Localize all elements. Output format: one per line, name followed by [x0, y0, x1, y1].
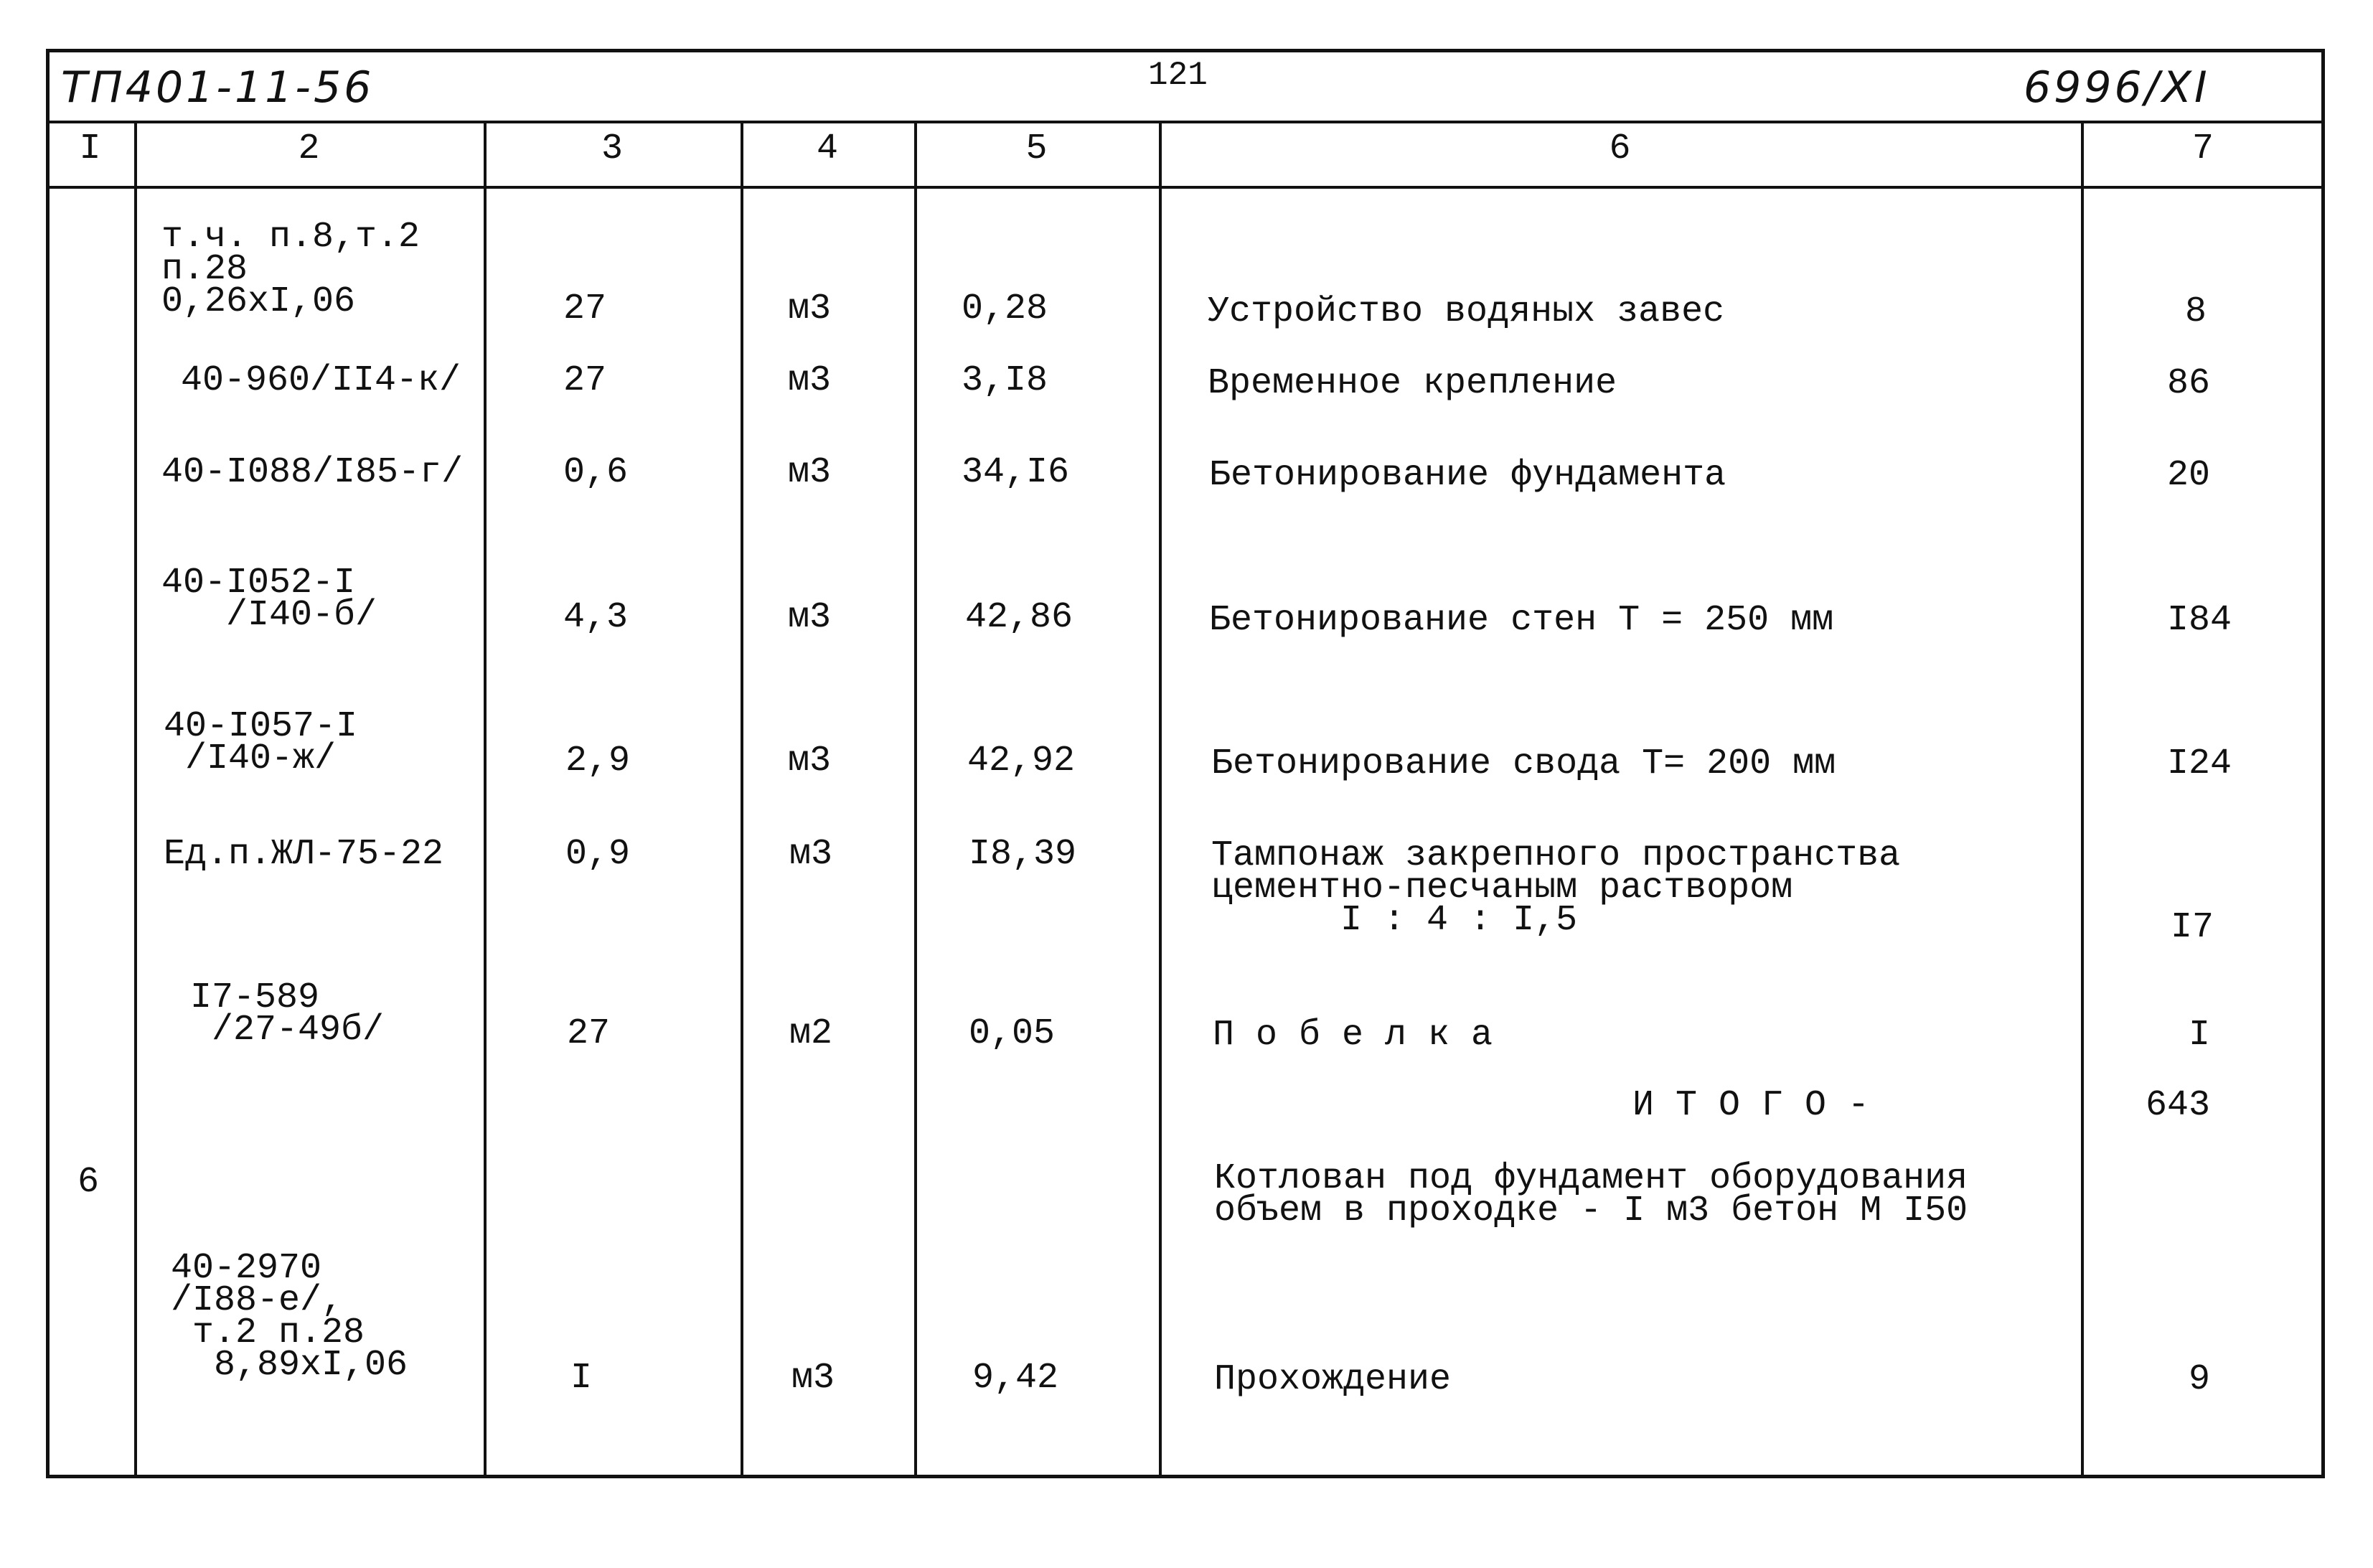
desc-cell: Бетонирование фундамента — [1209, 455, 1726, 496]
unit-cell: м3 — [788, 597, 832, 638]
price-cell: 3,I8 — [962, 360, 1048, 401]
unit-cell: м3 — [789, 834, 833, 875]
col-header-5: 5 — [1025, 128, 1048, 169]
total-cell: I — [2189, 1015, 2211, 1056]
desc-cell: Временное крепление — [1208, 363, 1617, 404]
page-number: 121 — [1148, 57, 1208, 94]
total-cell: 20 — [2167, 455, 2211, 496]
qty-cell: I — [570, 1358, 593, 1399]
unit-cell: м3 — [791, 1358, 835, 1399]
total-cell: I84 — [2167, 600, 2232, 641]
sheet-code: 6996/XI — [2024, 62, 2210, 113]
total-cell: I7 — [2171, 907, 2214, 948]
total-cell: 9 — [2189, 1359, 2211, 1400]
itogo-value: 643 — [2146, 1085, 2211, 1126]
qty-cell: 27 — [563, 360, 607, 401]
price-cell: 0,05 — [969, 1013, 1056, 1054]
price-cell: 42,86 — [965, 597, 1073, 638]
column-divider — [2081, 122, 2084, 1478]
column-divider — [134, 122, 137, 1478]
col-header-4: 4 — [816, 128, 838, 169]
col-header-7: 7 — [2191, 128, 2214, 169]
ref-cell: 40-I088/I85-г/ — [161, 452, 464, 493]
column-divider — [914, 122, 917, 1478]
ref-cell: 40-960/II4-к/ — [181, 360, 461, 401]
qty-cell: 0,9 — [565, 834, 631, 875]
price-cell: 9,42 — [972, 1358, 1059, 1399]
col-header-6: 6 — [1609, 128, 1631, 169]
section-title: Котлован под фундамент оборудования объем в проходке - I м3 бетон М I50 — [1214, 1158, 1968, 1231]
section-number: 6 — [77, 1162, 100, 1203]
column-divider — [1159, 122, 1162, 1478]
price-cell: 34,I6 — [962, 452, 1070, 493]
qty-cell: 27 — [563, 288, 607, 329]
unit-cell: м3 — [788, 288, 832, 329]
price-cell: 0,28 — [962, 288, 1048, 329]
unit-cell: м3 — [788, 360, 832, 401]
desc-cell: Бетонирование стен Т = 250 мм — [1209, 600, 1834, 641]
total-cell: 86 — [2167, 363, 2211, 404]
unit-cell: м2 — [789, 1013, 833, 1054]
column-divider — [484, 122, 487, 1478]
qty-cell: 27 — [567, 1013, 611, 1054]
col-header-2: 2 — [298, 128, 320, 169]
total-cell: I24 — [2167, 743, 2232, 784]
desc-cell: Тампонаж закрепного пространства цементно-песчаным раствором I : 4 : I,5 — [1211, 835, 1901, 941]
ref-cell: Ед.п.ЖЛ-75-22 — [164, 834, 444, 875]
unit-cell: м3 — [788, 741, 832, 781]
column-divider — [741, 122, 743, 1478]
total-cell: 8 — [2185, 291, 2207, 332]
price-cell: I8,39 — [969, 834, 1077, 875]
col-header-3: 3 — [601, 128, 623, 169]
qty-cell: 0,6 — [563, 452, 629, 493]
column-header-divider — [46, 186, 2325, 189]
desc-cell: Устройство водяных завес — [1208, 291, 1725, 332]
itogo-label: И Т О Г О - — [1632, 1085, 1870, 1126]
desc-cell: П о б е л к а — [1213, 1015, 1493, 1056]
ref-cell: т.ч. п.8,т.2 п.28 0,26xI,06 — [161, 217, 420, 322]
col-header-1: I — [79, 128, 101, 169]
price-cell: 42,92 — [967, 741, 1076, 781]
ref-cell: 40-I057-I /I40-ж/ — [164, 706, 358, 779]
unit-cell: м3 — [788, 452, 832, 493]
desc-cell: Прохождение — [1214, 1359, 1452, 1400]
desc-cell: Бетонирование свода Т= 200 мм — [1211, 743, 1836, 784]
header-divider — [46, 121, 2325, 123]
ref-cell: I7-589 /27-49б/ — [190, 977, 385, 1051]
ref-cell: 40-2970 /I88-е/, т.2 п.28 8,89xI,06 — [171, 1248, 408, 1386]
doc-code: ТП401-11-56 — [61, 62, 375, 113]
qty-cell: 4,3 — [563, 597, 629, 638]
ref-cell: 40-I052-I /I40-б/ — [161, 563, 377, 636]
qty-cell: 2,9 — [565, 741, 631, 781]
